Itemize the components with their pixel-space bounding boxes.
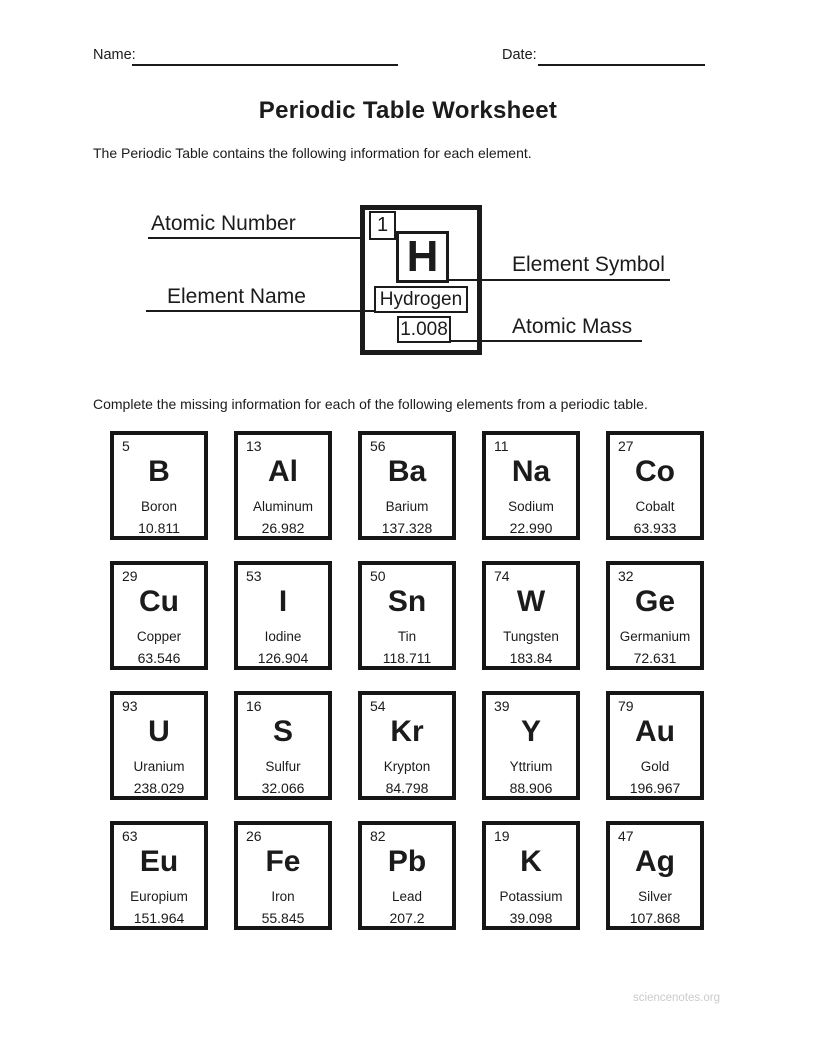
element-symbol: B <box>148 455 170 488</box>
element-name: Potassium <box>499 889 563 904</box>
atomic-number: 53 <box>246 568 262 584</box>
atomic-number: 47 <box>618 828 634 844</box>
example-atomic-mass-box: 1.008 <box>397 316 451 343</box>
example-element-name-box: Hydrogen <box>374 286 468 313</box>
name-label: Name: <box>93 47 136 63</box>
element-symbol: Cu <box>139 585 179 618</box>
element-card-y <box>482 691 580 800</box>
element-symbol-pointer-line <box>449 279 670 281</box>
element-name: Tungsten <box>503 629 559 644</box>
element-symbol: Pb <box>387 845 427 878</box>
atomic-mass: 63.933 <box>633 520 677 536</box>
element-symbol: Kr <box>390 715 424 748</box>
element-symbol: Ge <box>634 585 676 618</box>
element-card-i <box>234 561 332 670</box>
atomic-mass: 196.967 <box>629 780 681 796</box>
element-card-co <box>606 431 704 540</box>
intro-text: The Periodic Table contains the following information for each element. <box>93 145 532 161</box>
element-symbol: Co <box>635 455 675 488</box>
element-name-label: Element Name <box>167 285 306 308</box>
atomic-mass: 118.711 <box>382 650 432 666</box>
atomic-mass: 10.811 <box>138 520 180 536</box>
atomic-number: 16 <box>246 698 262 714</box>
element-grid <box>110 431 704 930</box>
atomic-mass: 84.798 <box>385 780 429 796</box>
element-name: Uranium <box>133 759 185 774</box>
atomic-mass: 107.868 <box>629 910 681 926</box>
element-name: Cobalt <box>635 499 675 514</box>
date-blank-line <box>538 64 705 66</box>
instructions-text: Complete the missing information for each of the following elements from a periodic table. <box>93 396 648 412</box>
element-name: Yttrium <box>509 759 553 774</box>
element-card-eu <box>110 821 208 930</box>
element-symbol: S <box>272 715 293 748</box>
element-symbol: K <box>520 845 542 878</box>
atomic-number-pointer-line <box>148 237 360 239</box>
element-name: Tin <box>397 629 417 644</box>
element-name: Sodium <box>508 499 554 514</box>
example-atomic-number-box: 1 <box>369 211 396 240</box>
footer-watermark: sciencenotes.org <box>633 992 720 1004</box>
element-symbol: Al <box>268 455 298 488</box>
element-card-au <box>606 691 704 800</box>
atomic-mass: 88.906 <box>509 780 553 796</box>
atomic-number: 11 <box>494 438 509 454</box>
name-blank-line <box>132 64 398 66</box>
element-symbol: Na <box>511 455 551 488</box>
atomic-mass: 238.029 <box>133 780 185 796</box>
element-card-k <box>482 821 580 930</box>
atomic-number: 13 <box>246 438 262 454</box>
element-card-sn <box>358 561 456 670</box>
atomic-number: 27 <box>618 438 634 454</box>
atomic-mass: 32.066 <box>261 780 305 796</box>
element-card-u <box>110 691 208 800</box>
element-card-al <box>234 431 332 540</box>
element-card-ba <box>358 431 456 540</box>
atomic-number: 26 <box>246 828 262 844</box>
element-card-kr <box>358 691 456 800</box>
atomic-mass: 207.2 <box>389 910 425 926</box>
element-symbol: Ag <box>635 845 675 878</box>
element-name: Germanium <box>619 629 691 644</box>
element-symbol: I <box>278 585 288 618</box>
atomic-number-label: Atomic Number <box>151 212 296 235</box>
atomic-number: 63 <box>122 828 138 844</box>
atomic-mass: 26.982 <box>261 520 305 536</box>
element-name: Gold <box>640 759 670 774</box>
element-symbol: W <box>516 585 546 618</box>
date-label: Date: <box>502 47 537 63</box>
example-element-symbol-box: H <box>396 231 449 283</box>
element-card-ge <box>606 561 704 670</box>
atomic-mass: 126.904 <box>257 650 309 666</box>
element-name: Lead <box>391 889 423 904</box>
element-symbol: Au <box>635 715 675 748</box>
atomic-number: 32 <box>618 568 634 584</box>
atomic-number: 93 <box>122 698 138 714</box>
atomic-mass: 55.845 <box>261 910 305 926</box>
element-name: Europium <box>130 889 188 904</box>
element-name: Krypton <box>383 759 431 774</box>
element-name: Aluminum <box>252 499 314 514</box>
atomic-mass: 22.990 <box>509 520 553 536</box>
element-card-na <box>482 431 580 540</box>
element-symbol: U <box>148 715 170 748</box>
atomic-number: 19 <box>494 828 510 844</box>
element-name: Iodine <box>264 629 302 644</box>
element-symbol: Eu <box>139 845 179 878</box>
element-card-cu <box>110 561 208 670</box>
atomic-number: 54 <box>370 698 386 714</box>
element-name-pointer-line <box>146 310 375 312</box>
atomic-number: 56 <box>370 438 386 454</box>
atomic-mass: 39.098 <box>509 910 553 926</box>
atomic-number: 79 <box>618 698 634 714</box>
atomic-mass: 137.328 <box>381 520 433 536</box>
element-symbol: Fe <box>265 845 301 878</box>
element-name: Silver <box>638 889 672 904</box>
element-card-ag <box>606 821 704 930</box>
atomic-mass: 151.964 <box>133 910 185 926</box>
atomic-mass: 72.631 <box>633 650 677 666</box>
element-card-pb <box>358 821 456 930</box>
element-name: Barium <box>385 499 429 514</box>
atomic-mass-label: Atomic Mass <box>512 315 633 338</box>
element-symbol-label: Element Symbol <box>512 253 665 276</box>
element-card-w <box>482 561 580 670</box>
element-card-b <box>110 431 208 540</box>
element-symbol: Y <box>520 715 541 748</box>
atomic-number: 29 <box>122 568 138 584</box>
atomic-number: 74 <box>494 568 510 584</box>
element-symbol: Sn <box>387 585 427 618</box>
element-symbol: Ba <box>387 455 427 488</box>
atomic-number: 50 <box>370 568 386 584</box>
element-name: Copper <box>136 629 182 644</box>
element-name: Iron <box>271 889 295 904</box>
element-name: Sulfur <box>265 759 301 774</box>
element-card-s <box>234 691 332 800</box>
atomic-number: 82 <box>370 828 386 844</box>
atomic-mass: 63.546 <box>137 650 181 666</box>
element-card-fe <box>234 821 332 930</box>
page-title: Periodic Table Worksheet <box>258 97 558 124</box>
element-name: Boron <box>140 499 178 514</box>
atomic-number: 5 <box>122 438 130 454</box>
atomic-mass: 183.84 <box>509 650 553 666</box>
atomic-number: 39 <box>494 698 510 714</box>
